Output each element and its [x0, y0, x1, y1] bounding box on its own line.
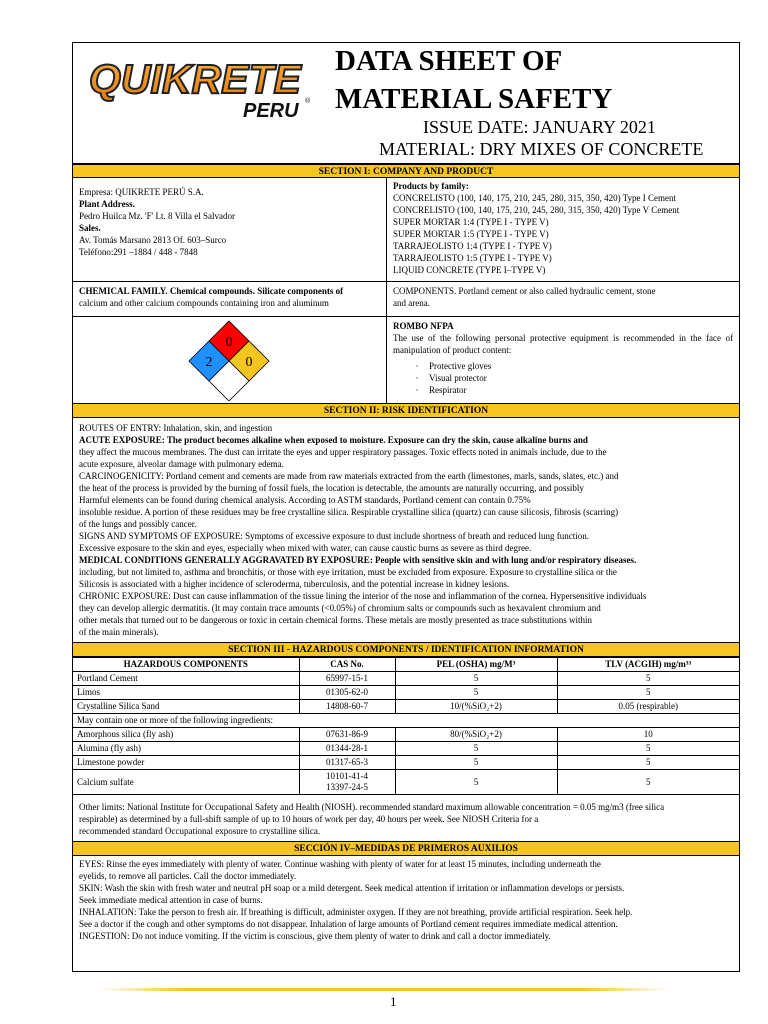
component-name: Limestone powder	[73, 756, 299, 770]
ppe-item: · Respirator	[423, 384, 733, 396]
nfpa-right-value: 0	[245, 355, 253, 370]
pel-value: 10/(%SiO₂+2)	[395, 700, 557, 714]
other-limits-1: Other limits: National Institute for Occupational Safety and Health (NIOSH). recommended standard maximum allowable concentration = 0.05 mg/m3 (free silica	[79, 802, 665, 812]
table-row	[73, 770, 739, 795]
carcinogenicity-2: the heat of the process is provided by the burning of fossil fuels, the location is detectable, the amounts are naturally occurring, and possibly	[79, 483, 584, 493]
title-line-2: MATERIAL SAFETY	[335, 83, 613, 115]
eyes-2: eyelids, to remove all particles. Call the doctor immediately.	[79, 871, 297, 881]
table-row	[73, 700, 739, 714]
risk-identification-body	[73, 418, 739, 643]
medical-conditions-3: Silicosis is associated with a higher incidence of scleroderma, tuberculosis, and the potential increase in kidney lesions.	[79, 579, 510, 589]
chemical-family-left	[73, 282, 387, 316]
product-item: LIQUID CONCRETE (TYPE I–TYPE V)	[393, 265, 546, 275]
table-row	[73, 714, 739, 728]
plant-label: Plant Address.	[79, 199, 135, 209]
table-row	[73, 672, 739, 686]
nfpa-top-value: 0	[225, 335, 233, 350]
acute-exposure-3: acute exposure, alveolar damage with pulmonary edema.	[79, 459, 284, 469]
sales-address: Av. Tomás Marsano 2813 Of. 603–Surco	[79, 235, 227, 245]
header-component: HAZARDOUS COMPONENTS	[73, 658, 299, 672]
tlv-value: 0.05 (respirable)	[557, 700, 739, 714]
section-4-title: SECCIÓN IV–MEDIDAS DE PRIMEROS AUXILIOS	[73, 842, 739, 856]
components-text: COMPONENTS. Portland cement or also called hydraulic cement, stone	[393, 286, 656, 296]
section-3-title: SECTION III - HAZARDOUS COMPONENTS / IDENTIFICATION INFORMATION	[73, 643, 739, 657]
pel-value: 5	[395, 742, 557, 756]
nfpa-diamond	[183, 319, 275, 401]
medical-conditions-2: including, but not limited to, asthma and bronchitis, or those with eye irritation, must be excluded from exposure. Exposure to crystalline silica or the	[79, 567, 617, 577]
table-row	[73, 686, 739, 700]
cas-number: 01317-65-3	[299, 756, 395, 770]
skin-2: Seek immediate medical attention in case of burns.	[79, 895, 263, 905]
other-limits-2: respirable) as determined by a full-shift sample of up to 10 hours of work per day, 40 hours per week. See NIOSH Criteria for a	[79, 814, 539, 824]
rombo-nfpa	[387, 317, 739, 403]
chronic-2: they can develop allergic dermatitis. (It may contain trace amounts (<0.05%) of chromium salts or compounds such as hexavalent chromium and	[79, 603, 601, 613]
tlv-value: 5	[557, 770, 739, 795]
products-label: Products by family:	[393, 181, 469, 191]
may-contain-note: May contain one or more of the following ingredients:	[73, 714, 739, 728]
sales-label: Sales.	[79, 223, 101, 233]
product-item: TARRAJEOLISTO 1:4 (TYPE I - TYPE V)	[393, 241, 552, 251]
eyes-1: EYES: Rinse the eyes immediately with plenty of water. Continue washing with plenty of water for at least 15 minutes, including underneath the	[79, 859, 601, 869]
chronic-1: CHRONIC EXPOSURE: Dust can cause inflammation of the tissue lining the interior of the nose and inflammation of the cornea. Hypersensitive individuals	[79, 591, 647, 601]
carcinogenicity-1: CARCINOGENICITY: Portland cement and cements are made from raw materials extracted from the earth (limestones, marls, sands, slates, etc.) and	[79, 471, 619, 481]
product-item: CONCRELISTO (100, 140, 175, 210, 245, 280, 315, 350, 420) Type V Cement	[393, 205, 680, 215]
chronic-3: other metals that turned out to be dangerous or toxic in certain chemical forms. These metals are mostly presented as trace substitutions within	[79, 615, 592, 625]
company-product-row	[73, 178, 739, 282]
inhalation-2: See a doctor if the cough and other symptoms do not disappear. Inhalation of large amounts of Portland cement requires immediate medical attention.	[79, 919, 618, 929]
acute-exposure-bold: ACUTE EXPOSURE: The product becomes alkaline when exposed to moisture. Exposure can dry the skin, cause alkaline burns and	[79, 435, 588, 445]
ppe-item: · Visual protector	[423, 372, 733, 384]
cas-number: 07631-86-9	[299, 728, 395, 742]
nfpa-diamond-cell	[73, 317, 387, 403]
signs-1: SIGNS AND SYMPTOMS OF EXPOSURE: Symptoms of excessive exposure to dust include shortness of breath and reduced lung function.	[79, 531, 590, 541]
pel-value: 5	[395, 686, 557, 700]
other-limits	[73, 795, 739, 842]
cas-number: 01344-28-1	[299, 742, 395, 756]
rombo-text: The use of the following personal protective equipment is recommended in the face of manipulation of product content:	[393, 333, 733, 355]
logo-brand: QUIKRETE	[89, 56, 301, 102]
rombo-title: ROMBO NFPA	[393, 321, 454, 331]
logo-reg: ®	[305, 98, 311, 105]
component-name: Limos	[73, 686, 299, 700]
section-2-title: SECTION II: RISK IDENTIFICATION	[73, 404, 739, 418]
skin-1: SKIN: Wash the skin with fresh water and neutral pH soap or a mild detergent. Seek medical attention if irritation or inflammation develops or persists.	[79, 883, 625, 893]
chemical-family-row	[73, 282, 739, 317]
section-1-title: SECTION I: COMPANY AND PRODUCT	[73, 164, 739, 178]
footer-rule	[100, 988, 668, 991]
carcinogenicity-5: of the lungs and possibly cancer.	[79, 519, 197, 529]
quikrete-logo	[87, 53, 317, 125]
table-row	[73, 756, 739, 770]
pel-value: 80/(%SiO₂+2)	[395, 728, 557, 742]
product-item: TARRAJEOLISTO 1:5 (TYPE I - TYPE V)	[393, 253, 552, 263]
components-text-2: and arena.	[393, 298, 430, 308]
routes-of-entry: ROUTES OF ENTRY: Inhalation, skin, and ingestion	[79, 423, 273, 433]
component-name: Alumina (fly ash)	[73, 742, 299, 756]
chemical-family-bold: CHEMICAL FAMILY. Chemical compounds. Silicate components of	[79, 286, 344, 296]
phone: Teléfono:291 –1884 / 448 - 7848	[79, 247, 198, 257]
ppe-item: · Protective gloves	[423, 360, 733, 372]
product-item: SUPER MORTAR 1:4 (TYPE I - TYPE V)	[393, 217, 549, 227]
component-name: Calcium sulfate	[73, 770, 299, 795]
tlv-value: 5	[557, 756, 739, 770]
ppe-list	[393, 360, 733, 396]
medical-conditions-bold: MEDICAL CONDITIONS GENERALLY AGGRAVATED BY EXPOSURE: People with sensitive skin and with lung and/or respiratory diseases.	[79, 555, 637, 565]
carcinogenicity-3: Harmful elements can be found during chemical analysis. According to ASTM standards, Portland cement can contain 0.75%	[79, 495, 531, 505]
chronic-4: of the main minerals).	[79, 627, 159, 637]
inhalation-1: INHALATION: Take the person to fresh air. If breathing is difficult, administer oxygen. If they are not breathing, provide artificial respiration. Seek help.	[79, 907, 633, 917]
logo-sub: PERU	[243, 100, 299, 122]
product-item: CONCRELISTO (100, 140, 175, 210, 245, 280, 315, 350, 420) Type I Cement	[393, 193, 677, 203]
product-item: SUPER MORTAR 1:5 (TYPE I - TYPE V)	[393, 229, 549, 239]
header-pel: PEL (OSHA) mg/M³	[395, 658, 557, 672]
component-name: Portland Cement	[73, 672, 299, 686]
ingestion-1: INGESTION: Do not induce vomiting. If the victim is conscious, give them plenty of water to drink and call a doctor immediately.	[79, 931, 551, 941]
tlv-value: 10	[557, 728, 739, 742]
pel-value: 5	[395, 756, 557, 770]
cas-number: 14808-60-7	[299, 700, 395, 714]
issue-date: ISSUE DATE: JANUARY 2021	[423, 117, 656, 137]
company-name: Empresa: QUIKRETE PERÚ S.A.	[79, 187, 204, 197]
hazardous-components-table	[73, 657, 739, 795]
company-info	[73, 178, 387, 281]
products-by-family	[387, 178, 739, 281]
table-row	[73, 728, 739, 742]
cas-number: 01305-62-0	[299, 686, 395, 700]
pel-value: 5	[395, 770, 557, 795]
nfpa-row	[73, 317, 739, 404]
tlv-value: 5	[557, 686, 739, 700]
header-tlv: TLV (ACGIH) mg/m³³	[557, 658, 739, 672]
chemical-family-right	[387, 282, 739, 316]
table-header	[73, 658, 739, 672]
pel-value: 5	[395, 672, 557, 686]
component-name: Crystalline Silica Sand	[73, 700, 299, 714]
header-cas: CAS No.	[299, 658, 395, 672]
material: MATERIAL: DRY MIXES OF CONCRETE	[379, 139, 704, 159]
nfpa-left-value: 2	[205, 355, 213, 370]
table-row	[73, 742, 739, 756]
title-line-1: DATA SHEET OF	[335, 45, 563, 77]
cas-number-2: 13397-24-5	[326, 782, 368, 792]
tlv-value: 5	[557, 742, 739, 756]
header	[73, 43, 739, 164]
tlv-value: 5	[557, 672, 739, 686]
page-number: 1	[390, 994, 397, 1009]
first-aid-body	[73, 856, 739, 944]
cas-number: 65997-15-1	[299, 672, 395, 686]
component-name: Amorphous silica (fly ash)	[73, 728, 299, 742]
cas-number-1: 10101-41-4	[326, 771, 368, 781]
other-limits-3: recommended standard Occupational exposure to crystalline silica.	[79, 826, 321, 836]
carcinogenicity-4: insoluble residue. A portion of these residues may be free crystalline silica. Respirable crystalline silica (quartz) can cause silicosis, fibrosis (scarring)	[79, 507, 619, 517]
signs-2: Excessive exposure to the skin and eyes, especially when mixed with water, can cause caustic burns as severe as third degree.	[79, 543, 532, 553]
plant-address: Pedro Huilca Mz. 'F' Lt. 8 Villa el Salvador	[79, 211, 236, 221]
acute-exposure-2: they affect the mucous membranes. The dust can irritate the eyes and upper respiratory passages. Toxic effects noted in animals include, due to the	[79, 447, 607, 457]
data-sheet-page	[72, 42, 740, 972]
cas-number	[299, 770, 395, 795]
chemical-family-text: calcium and other calcium compounds containing iron and aluminum	[79, 298, 329, 308]
